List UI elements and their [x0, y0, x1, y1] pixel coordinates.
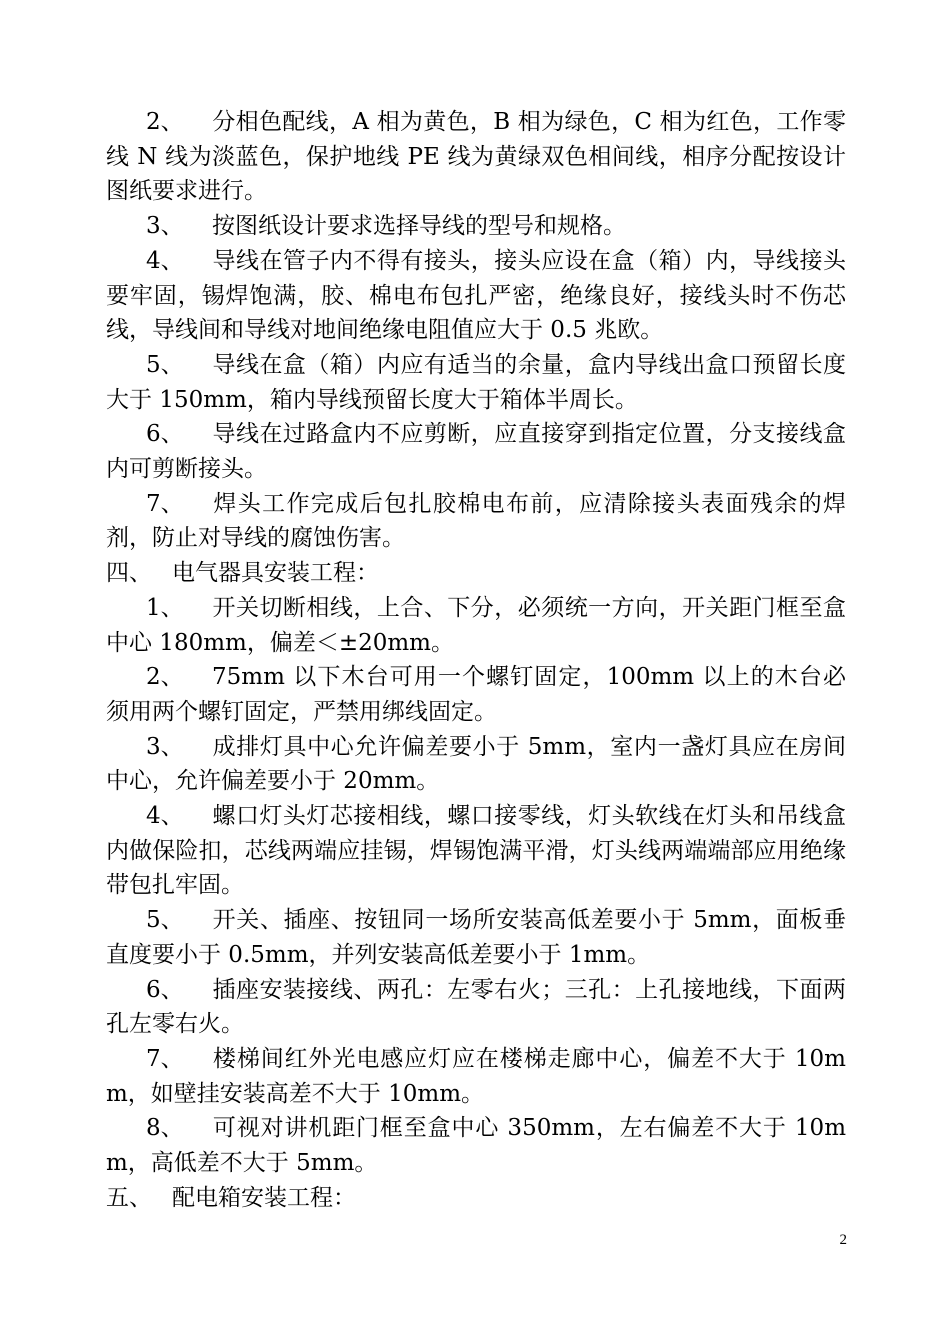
item-number: 2、	[146, 109, 184, 135]
list-item	[106, 209, 846, 244]
item-text: 按图纸设计要求选择导线的型号和规格。	[212, 213, 626, 240]
list-item	[106, 973, 846, 1042]
section-title: 配电箱安装工程：	[172, 1184, 356, 1211]
item-text: 楼梯间红外光电感应灯应在楼梯走廊中心，偏差不大于 10mm，如壁挂安装高差不大于 10mm。	[106, 1045, 846, 1107]
item-text: 螺口灯头灯芯接相线，螺口接零线，灯头软线在灯头和吊线盒内做保险扣，芯线两端应挂锡，焊锡饱满平滑，灯头线两端端部应用绝缘带包扎牢固。	[106, 803, 846, 899]
list-item	[106, 244, 846, 348]
list-item	[106, 105, 846, 209]
section-number: 四、	[106, 560, 152, 587]
item-number: 7、	[146, 490, 184, 517]
list-item	[106, 1042, 846, 1111]
item-number: 4、	[146, 803, 184, 830]
item-text: 75mm 以下木台可用一个螺钉固定，100mm 以上的木台必须用两个螺钉固定，严禁用绑线固定。	[106, 664, 846, 725]
list-item	[106, 591, 846, 660]
item-text: 导线在盒（箱）内应有适当的余量，盒内导线出盒口预留长度大于 150mm，箱内导线预留长度大于箱体半周长。	[106, 351, 846, 413]
section-number: 五、	[106, 1184, 152, 1211]
list-item	[106, 1111, 846, 1180]
list-item	[106, 730, 846, 799]
list-item	[106, 487, 846, 556]
item-number: 2、	[146, 664, 184, 691]
item-text: 导线在过路盒内不应剪断，应直接穿到指定位置，分支接线盒内可剪断接头。	[106, 421, 846, 483]
item-number: 5、	[146, 351, 184, 378]
section-title: 电气器具安装工程：	[172, 560, 379, 587]
page-number: 2	[839, 1232, 847, 1248]
item-text: 开关切断相线，上合、下分，必须统一方向，开关距门框至盒中心 180mm，偏差＜±20mm。	[106, 594, 846, 656]
item-text: 成排灯具中心允许偏差要小于 5mm，室内一盏灯具应在房间中心，允许偏差要小于 20mm。	[106, 733, 846, 795]
item-text: 导线在管子内不得有接头，接头应设在盒（箱）内，导线接头要牢固，锡焊饱满，胶、棉电布包扎严密，绝缘良好，接线头时不伤芯线，导线间和导线对地间绝缘电阻值应大于 0.5 兆欧。	[106, 247, 846, 344]
item-number: 6、	[146, 421, 184, 448]
list-item	[106, 903, 846, 972]
item-number: 4、	[146, 247, 184, 274]
document-body	[106, 105, 846, 1216]
item-text: 分相色配线，A 相为黄色，B 相为绿色，C 相为红色，工作零线 N 线为淡蓝色，保护地线 PE 线为黄绿双色相间线，相序分配按设计图纸要求进行。	[106, 109, 846, 205]
list-item	[106, 799, 846, 903]
item-number: 3、	[146, 213, 184, 240]
item-text: 开关、插座、按钮同一场所安装高低差要小于 5mm，面板垂直度要小于 0.5mm，并列安装高低差要小于 1mm。	[106, 907, 846, 968]
item-number: 7、	[146, 1045, 184, 1072]
list-item	[106, 348, 846, 417]
item-number: 6、	[146, 976, 184, 1003]
list-item	[106, 417, 846, 486]
item-number: 8、	[146, 1115, 184, 1142]
item-text: 插座安装接线、两孔：左零右火；三孔：上孔接地线，下面两孔左零右火。	[106, 976, 846, 1038]
item-number: 5、	[146, 907, 184, 934]
section-heading	[106, 556, 846, 591]
item-number: 3、	[146, 733, 184, 760]
list-item	[106, 660, 846, 729]
section-heading	[106, 1181, 846, 1216]
item-number: 1、	[146, 594, 184, 621]
item-text: 可视对讲机距门框至盒中心 350mm，左右偏差不大于 10mm，高低差不大于 5mm。	[106, 1115, 846, 1177]
item-text: 焊头工作完成后包扎胶棉电布前，应清除接头表面残余的焊剂，防止对导线的腐蚀伤害。	[106, 490, 846, 552]
